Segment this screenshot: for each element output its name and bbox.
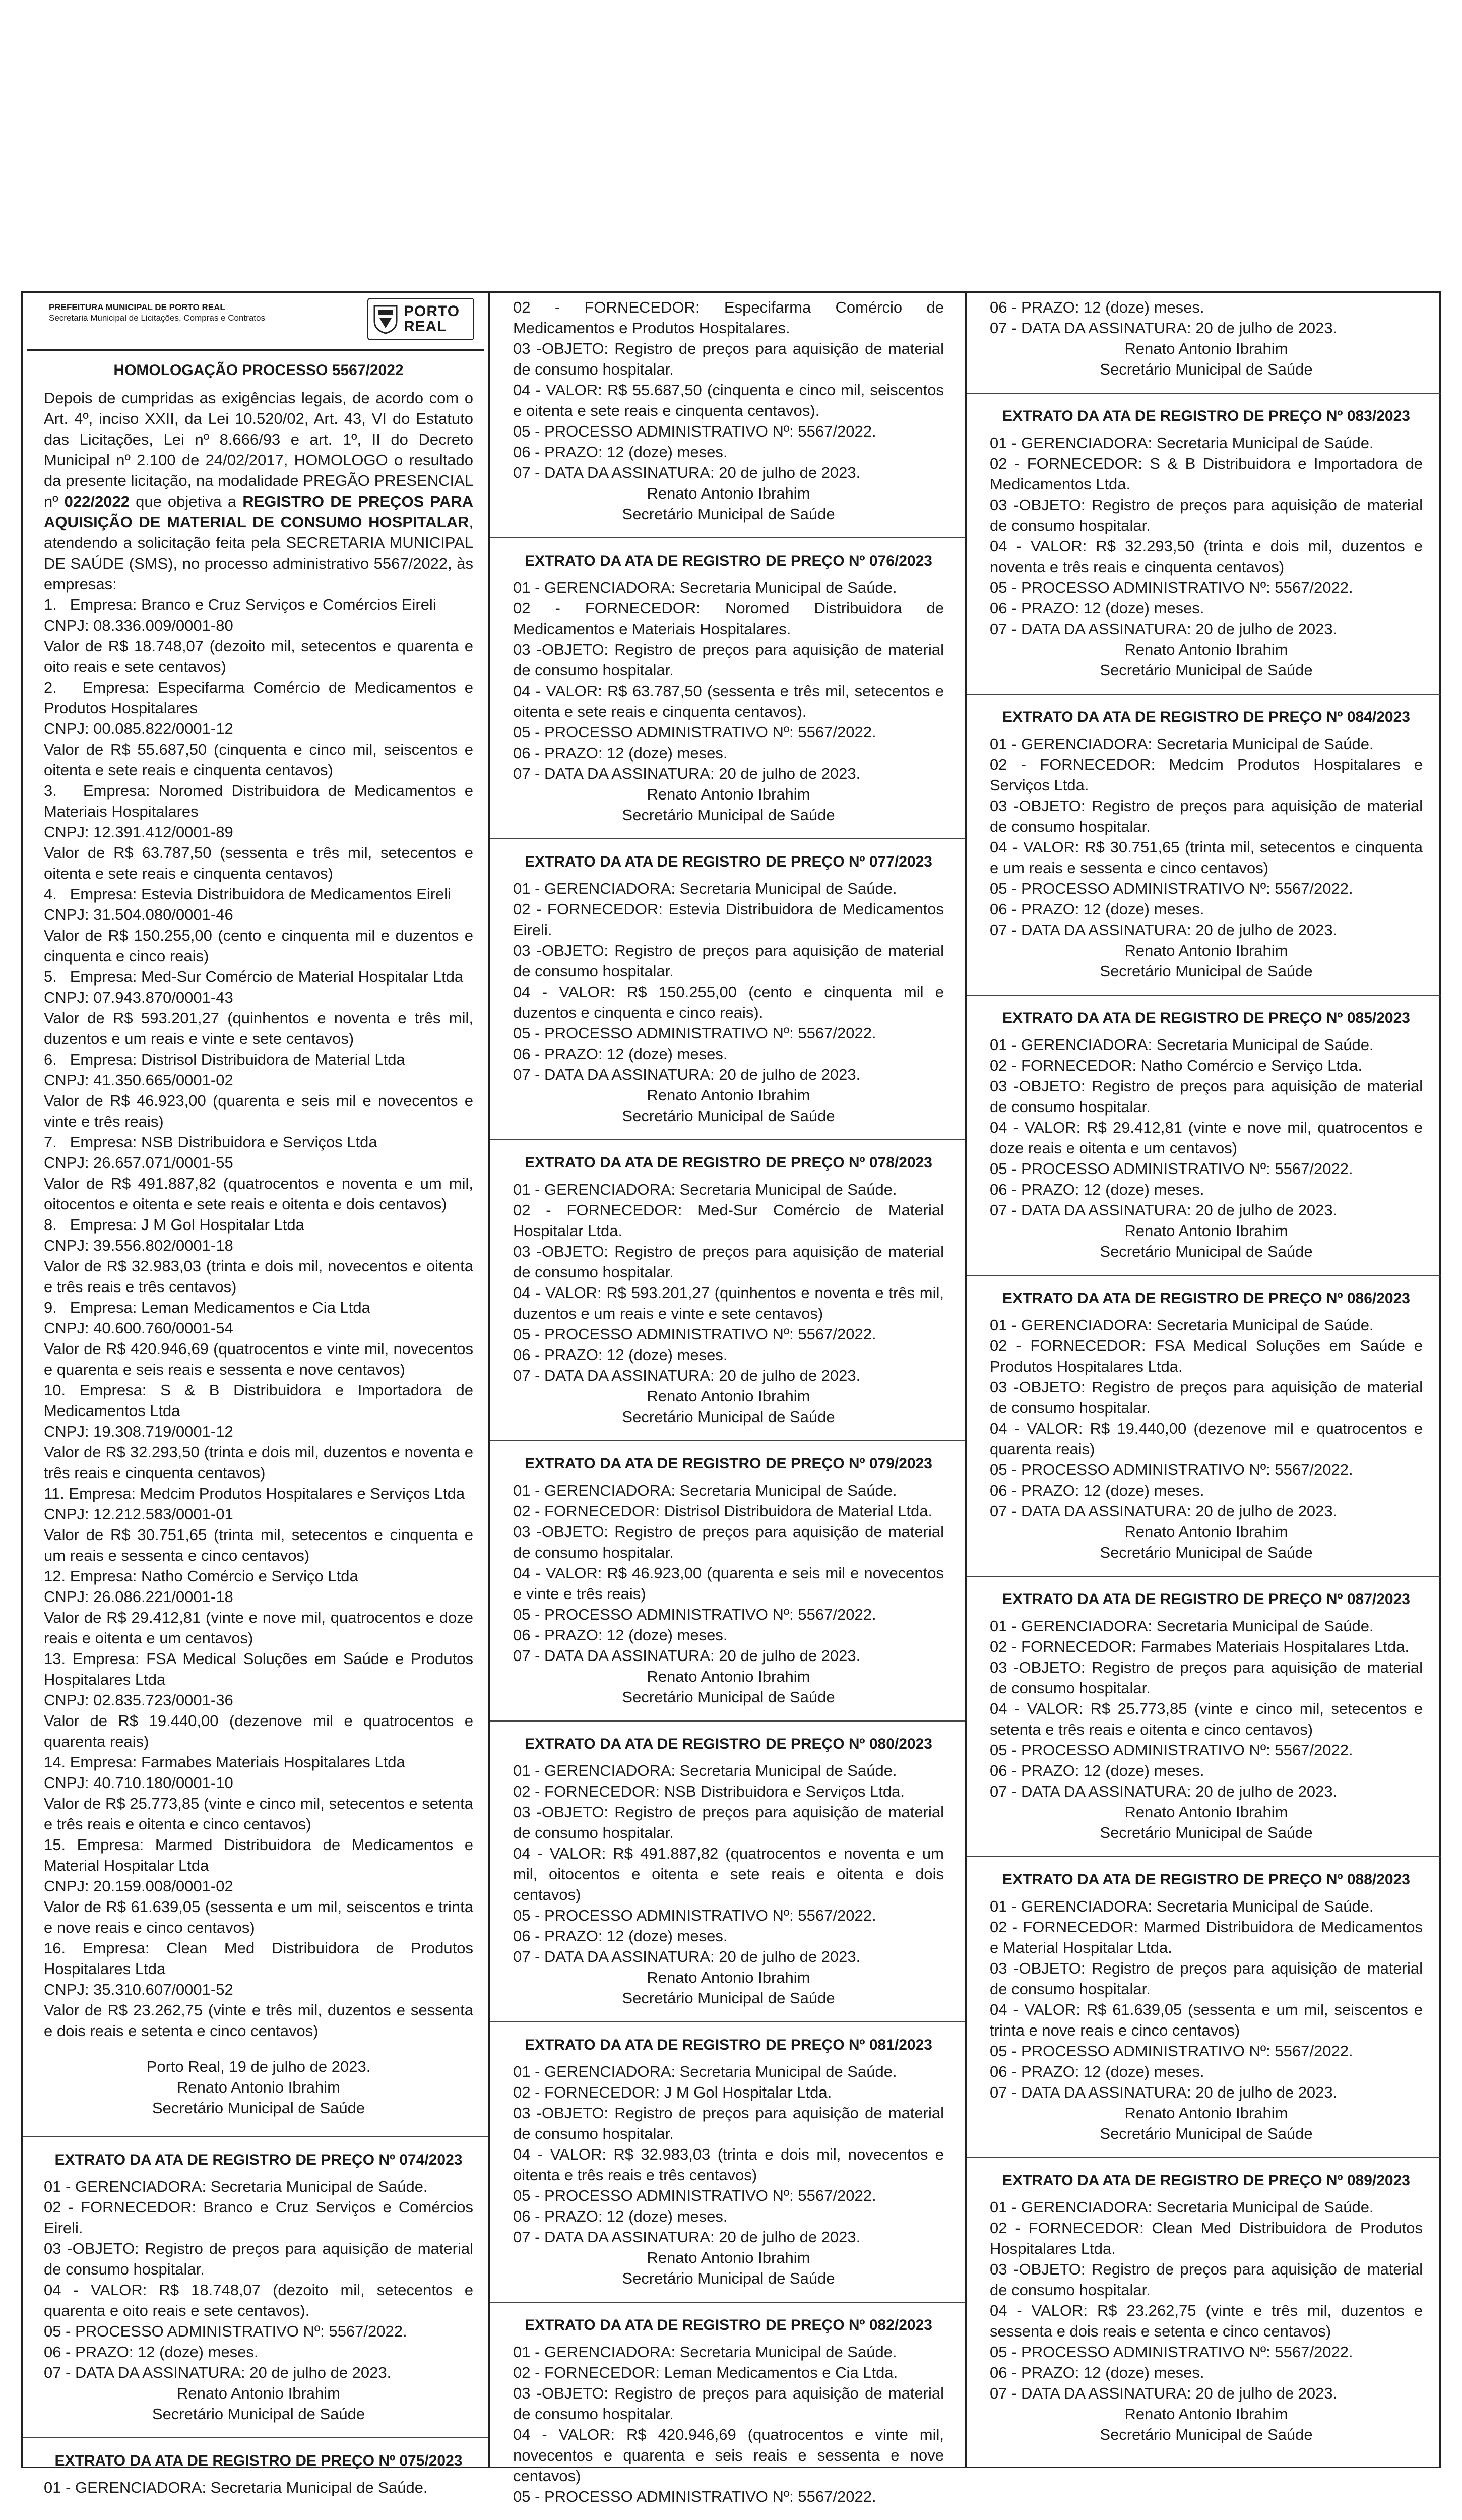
company-entry (44, 1938, 473, 2041)
ata-item: 07 - DATA DA ASSINATURA: 20 de julho de 2023. (990, 921, 1338, 939)
company-entry (44, 1297, 473, 1380)
company-value: Valor de R$ 55.687,50 (cinquenta e cinco mil, seiscentos e oitenta e sete reais e cinquenta centavos) (44, 741, 473, 779)
ata-extract (967, 995, 1441, 1275)
ata-signer: Renato Antonio Ibrahim (647, 1086, 810, 1104)
ata-item: 04 - VALOR: R$ 420.946,69 (quatrocentos e vinte mil, novecentos e quarenta e seis reais e sessenta e nove centavos) (513, 2426, 944, 2485)
ata-role: Secretário Municipal de Saúde (622, 806, 835, 824)
company-value: Valor de R$ 19.440,00 (dezenove mil e quatrocentos e quarenta reais) (44, 1712, 473, 1750)
company-cnpj: CNPJ: 12.212.583/0001-01 (44, 1505, 233, 1523)
ata-item: 07 - DATA DA ASSINATURA: 20 de julho de 2023. (990, 2384, 1338, 2402)
ata-item: 04 - VALOR: R$ 63.787,50 (sessenta e três mil, setecentos e oitenta e sete reais e cinquenta centavos). (513, 682, 944, 720)
ata-role: Secretário Municipal de Saúde (152, 2405, 365, 2423)
ata-item: 06 - PRAZO: 12 (doze) meses. (513, 1045, 728, 1063)
company-cnpj: CNPJ: 31.504.080/0001-46 (44, 906, 233, 924)
ata-title: EXTRATO DA ATA DE REGISTRO DE PREÇO Nº 082/2023 (525, 2317, 932, 2333)
ata-item: 03 -OBJETO: Registro de preços para aquisição de material de consumo hospitalar. (990, 1658, 1423, 1697)
ata-item: 01 - GERENCIADORA: Secretaria Municipal de Saúde. (513, 1762, 897, 1779)
ata-signer: Renato Antonio Ibrahim (647, 1387, 810, 1405)
ata-item: 06 - PRAZO: 12 (doze) meses. (44, 2343, 259, 2361)
company-value: Valor de R$ 25.773,85 (vinte e cinco mil, setecentos e setenta e três reais e oitenta e cinco centavos) (44, 1795, 473, 1833)
company-value: Valor de R$ 420.946,69 (quatrocentos e vinte mil, novecentos e quarenta e seis reais e sessenta e nove centavos) (44, 1340, 473, 1378)
ata-item: 01 - GERENCIADORA: Secretaria Municipal de Saúde. (990, 1316, 1374, 1334)
company-entry (44, 1380, 473, 1483)
ata-extract (967, 694, 1441, 995)
ata-role: Secretário Municipal de Saúde (1100, 1824, 1313, 1841)
ata-item: 02 - FORNECEDOR: Farmabes Materiais Hospitalares Ltda. (990, 1638, 1410, 1655)
company-name: 8. Empresa: J M Gol Hospitalar Ltda (44, 1216, 304, 1234)
ata-item: 02 - FORNECEDOR: Distrisol Distribuidora de Material Ltda. (513, 1502, 933, 1520)
ata-item: 02 - FORNECEDOR: Marmed Distribuidora de Medicamentos e Material Hospitalar Ltda. (990, 1918, 1423, 1956)
ata-signer: Renato Antonio Ibrahim (1124, 2405, 1288, 2423)
company-value: Valor de R$ 23.262,75 (vinte e três mil, duzentos e sessenta e dois reais e setenta e cinco centavos) (44, 2001, 473, 2040)
ata-item: 02 - FORNECEDOR: Natho Comércio e Serviço Ltda. (990, 1057, 1363, 1074)
ata-item: 02 - FORNECEDOR: Medcim Produtos Hospitalares e Serviços Ltda. (990, 756, 1423, 794)
company-name: 10. Empresa: S & B Distribuidora e Importadora de Medicamentos Ltda (44, 1381, 473, 1420)
ata-title: EXTRATO DA ATA DE REGISTRO DE PREÇO Nº 089/2023 (1002, 2172, 1410, 2189)
ata-title: EXTRATO DA ATA DE REGISTRO DE PREÇO Nº 085/2023 (1002, 1010, 1410, 1026)
column-3 (967, 293, 1441, 2467)
company-cnpj: CNPJ: 39.556.802/0001-18 (44, 1237, 233, 1254)
company-cnpj: CNPJ: 40.600.760/0001-54 (44, 1319, 233, 1337)
company-value: Valor de R$ 18.748,07 (dezoito mil, setecentos e quarenta e oito reais e sete centavos) (44, 637, 473, 675)
company-value: Valor de R$ 150.255,00 (cento e cinquenta mil e duzentos e cinquenta e cinco reais) (44, 927, 473, 965)
ata-title: EXTRATO DA ATA DE REGISTRO DE PREÇO Nº 080/2023 (525, 1736, 932, 1752)
ata-item: 03 -OBJETO: Registro de preços para aquisição de material de consumo hospitalar. (513, 1523, 944, 1561)
ata-item: 05 - PROCESSO ADMINISTRATIVO Nº: 5567/2022. (990, 1741, 1353, 1759)
company-cnpj: CNPJ: 02.835.723/0001-36 (44, 1691, 233, 1709)
company-cnpj: CNPJ: 41.350.665/0001-02 (44, 1071, 233, 1089)
company-entry (44, 884, 473, 966)
ata-role: Secretário Municipal de Saúde (622, 1107, 835, 1125)
ata-title: EXTRATO DA ATA DE REGISTRO DE PREÇO Nº 083/2023 (1002, 408, 1410, 424)
homologacao-role: Secretário Municipal de Saúde (152, 2099, 365, 2117)
ata-item: 06 - PRAZO: 12 (doze) meses. (990, 1482, 1204, 1499)
ata-role: Secretário Municipal de Saúde (1100, 2125, 1313, 2142)
company-name: 12. Empresa: Natho Comércio e Serviço Ltda (44, 1567, 358, 1585)
ata-item: 05 - PROCESSO ADMINISTRATIVO Nº: 5567/2022. (513, 422, 876, 440)
ata-item: 01 - GERENCIADORA: Secretaria Municipal de Saúde. (513, 880, 897, 897)
ata-item: 04 - VALOR: R$ 30.751,65 (trinta mil, setecentos e cinquenta e um reais e sessenta e cinco centavos) (990, 838, 1423, 877)
logo-text: PORTO REAL (404, 303, 460, 335)
ata-item: 02 - FORNECEDOR: Estevia Distribuidora de Medicamentos Eireli. (513, 900, 944, 939)
ata-signer: Renato Antonio Ibrahim (647, 2249, 810, 2266)
ata-role: Secretário Municipal de Saúde (622, 1989, 835, 2007)
ata-item: 03 -OBJETO: Registro de preços para aquisição de material de consumo hospitalar. (513, 340, 944, 378)
ata-title: EXTRATO DA ATA DE REGISTRO DE PREÇO Nº 077/2023 (525, 853, 932, 870)
ata-role: Secretário Municipal de Saúde (1100, 360, 1313, 378)
homologacao-intro: Depois de cumpridas as exigências legais, de acordo com o Art. 4º, inciso XXII, da Lei 10.520/02, Art. 43, VI do Estatuto das Licitações, Lei nº 8.666/93 e art. 1º, II do Decreto Municipal nº 2.100 de 24/02/2017, HOMOLOGO o resultado da presente licitação, na modalidade PREGÃO PRESENCIAL nº 022/2022 que objetiva a REGISTRO DE PREÇOS PARA AQUISIÇÃO DE MATERIAL DE CONSUMO HOSPITALAR, atendendo a solicitação feita pela SECRETARIA MUNICIPAL DE SAÚDE (SMS), no processo administrativo 5567/2022, às empresas: (44, 389, 473, 593)
ata-signer: Renato Antonio Ibrahim (647, 1668, 810, 1685)
gazette-page (21, 291, 1441, 2505)
ata-signer: Renato Antonio Ibrahim (177, 2384, 340, 2402)
ata-item: 01 - GERENCIADORA: Secretaria Municipal de Saúde. (513, 2063, 897, 2080)
company-name: 11. Empresa: Medcim Produtos Hospitalares e Serviços Ltda (44, 1485, 465, 1502)
ata-item: 07 - DATA DA ASSINATURA: 20 de julho de 2023. (990, 1502, 1338, 1520)
ata-item: 03 -OBJETO: Registro de preços para aquisição de material de consumo hospitalar. (513, 2384, 944, 2423)
ata-title: EXTRATO DA ATA DE REGISTRO DE PREÇO Nº 081/2023 (525, 2037, 932, 2053)
ata-title: EXTRATO DA ATA DE REGISTRO DE PREÇO Nº 078/2023 (525, 1154, 932, 1171)
ata-item: 02 - FORNECEDOR: FSA Medical Soluções em Saúde e Produtos Hospitalares Ltda. (990, 1337, 1423, 1375)
homologacao-section (23, 351, 488, 2118)
ata-extract (23, 2136, 488, 2437)
company-cnpj: CNPJ: 35.310.607/0001-52 (44, 1981, 233, 1998)
ata-role: Secretário Municipal de Saúde (1100, 661, 1313, 679)
company-cnpj: CNPJ: 20.159.008/0001-02 (44, 1877, 233, 1895)
ata-item: 03 -OBJETO: Registro de preços para aquisição de material de consumo hospitalar. (513, 641, 944, 679)
ata-extract (967, 1576, 1441, 1856)
ata-item: 04 - VALOR: R$ 29.412,81 (vinte e nove mil, quatrocentos e doze reais e oitenta e um centavos) (990, 1119, 1423, 1157)
ata-item: 05 - PROCESSO ADMINISTRATIVO Nº: 5567/2022. (513, 2488, 876, 2505)
ata-item: 03 -OBJETO: Registro de preços para aquisição de material de consumo hospitalar. (990, 797, 1423, 835)
column-1-atas (23, 2136, 488, 2511)
ata-extract (490, 838, 965, 1139)
ata-item: 05 - PROCESSO ADMINISTRATIVO Nº: 5567/2022. (513, 723, 876, 741)
ata-item: 02 - FORNECEDOR: Clean Med Distribuidora de Produtos Hospitalares Ltda. (990, 2219, 1423, 2257)
ata-title: EXTRATO DA ATA DE REGISTRO DE PREÇO Nº 075/2023 (54, 2452, 463, 2469)
ata-continuation (967, 293, 1441, 393)
column-2 (490, 293, 967, 2505)
ata-item: 01 - GERENCIADORA: Secretaria Municipal de Saúde. (513, 1181, 897, 1198)
gazette-header (27, 293, 484, 351)
ata-title: EXTRATO DA ATA DE REGISTRO DE PREÇO Nº 084/2023 (1002, 709, 1410, 725)
company-name: 15. Empresa: Marmed Distribuidora de Medicamentos e Material Hospitalar Ltda (44, 1836, 473, 1874)
company-value: Valor de R$ 593.201,27 (quinhentos e noventa e três mil, duzentos e um reais e vinte e sete centavos) (44, 1009, 473, 1048)
company-entry (44, 966, 473, 1049)
ata-extract (490, 1440, 965, 1720)
ata-extract (967, 393, 1441, 694)
ata-item: 04 - VALOR: R$ 19.440,00 (dezenove mil e quatrocentos e quarenta reais) (990, 1420, 1423, 1458)
porto-real-logo (367, 298, 474, 340)
ata-item: 07 - DATA DA ASSINATURA: 20 de julho de 2023. (513, 1066, 861, 1083)
company-value: Valor de R$ 32.983,03 (trinta e dois mil, novecentos e oitenta e três reais e três centavos) (44, 1257, 473, 1296)
ata-extract (490, 537, 965, 838)
ata-item: 02 - FORNECEDOR: Leman Medicamentos e Cia Ltda. (513, 2364, 898, 2381)
company-entry (44, 1834, 473, 1938)
coat-of-arms-icon (372, 304, 399, 334)
homologacao-date: Porto Real, 19 de julho de 2023. (146, 2058, 371, 2075)
ata-item: 06 - PRAZO: 12 (doze) meses. (990, 2364, 1204, 2381)
ata-item: 03 -OBJETO: Registro de preços para aquisição de material de consumo hospitalar. (513, 2104, 944, 2142)
company-value: Valor de R$ 61.639,05 (sessenta e um mil, seiscentos e trinta e nove reais e cinco centavos) (44, 1898, 473, 1936)
ata-item: 06 - PRAZO: 12 (doze) meses. (513, 1927, 728, 1945)
company-value: Valor de R$ 30.751,65 (trinta mil, setecentos e cinquenta e um reais e sessenta e cinco centavos) (44, 1526, 473, 1564)
company-entry (44, 1049, 473, 1132)
ata-item: 02 - FORNECEDOR: Branco e Cruz Serviços e Comércios Eireli. (44, 2198, 473, 2237)
ata-item: 02 - FORNECEDOR: Med-Sur Comércio de Material Hospitalar Ltda. (513, 1201, 944, 1240)
company-value: Valor de R$ 46.923,00 (quarenta e seis mil e novecentos e vinte e três reais) (44, 1092, 473, 1130)
ata-item: 05 - PROCESSO ADMINISTRATIVO Nº: 5567/2022. (990, 579, 1353, 596)
ata-item: 07 - DATA DA ASSINATURA: 20 de julho de 2023. (990, 319, 1338, 337)
ata-item: 06 - PRAZO: 12 (doze) meses. (513, 1346, 728, 1364)
ata-item: 02 - FORNECEDOR: J M Gol Hospitalar Ltda. (513, 2083, 832, 2101)
ata-item: 06 - PRAZO: 12 (doze) meses. (513, 1626, 728, 1644)
ata-signer: Renato Antonio Ibrahim (1124, 1803, 1288, 1821)
ata-item: 06 - PRAZO: 12 (doze) meses. (513, 2207, 728, 2225)
ata-signer: Renato Antonio Ibrahim (1124, 2104, 1288, 2122)
ata-item: 05 - PROCESSO ADMINISTRATIVO Nº: 5567/2022. (990, 1461, 1353, 1479)
company-entry (44, 1483, 473, 1566)
company-name: 16. Empresa: Clean Med Distribuidora de Produtos Hospitalares Ltda (44, 1939, 473, 1978)
ata-item: 03 -OBJETO: Registro de preços para aquisição de material de consumo hospitalar. (513, 942, 944, 980)
ata-item: 05 - PROCESSO ADMINISTRATIVO Nº: 5567/2022. (513, 1606, 876, 1623)
ata-title: EXTRATO DA ATA DE REGISTRO DE PREÇO Nº 079/2023 (525, 1455, 932, 1472)
ata-role: Secretário Municipal de Saúde (622, 1688, 835, 1706)
ata-item: 03 -OBJETO: Registro de preços para aquisição de material de consumo hospitalar. (990, 1378, 1423, 1417)
ata-item: 07 - DATA DA ASSINATURA: 20 de julho de 2023. (513, 1647, 861, 1665)
company-cnpj: CNPJ: 19.308.719/0001-12 (44, 1423, 233, 1440)
ata-item: 02 - FORNECEDOR: Especifarma Comércio de Medicamentos e Produtos Hospitalares. (513, 298, 944, 337)
ata-item: 03 -OBJETO: Registro de preços para aquisição de material de consumo hospitalar. (990, 1077, 1423, 1116)
ata-item: 05 - PROCESSO ADMINISTRATIVO Nº: 5567/2022. (513, 2187, 876, 2204)
company-cnpj: CNPJ: 26.086.221/0001-18 (44, 1588, 233, 1606)
company-entry (44, 677, 473, 780)
company-entry (44, 1132, 473, 1214)
company-cnpj: CNPJ: 40.710.180/0001-10 (44, 1774, 233, 1792)
company-cnpj: CNPJ: 12.391.412/0001-89 (44, 823, 233, 841)
ata-item: 07 - DATA DA ASSINATURA: 20 de julho de 2023. (513, 1367, 861, 1384)
ata-extract (490, 2021, 965, 2302)
ata-item: 02 - FORNECEDOR: NSB Distribuidora e Serviços Ltda. (513, 1783, 905, 1800)
company-cnpj: CNPJ: 08.336.009/0001-80 (44, 617, 233, 634)
ata-title: EXTRATO DA ATA DE REGISTRO DE PREÇO Nº 087/2023 (1002, 1591, 1410, 1608)
ata-item: 01 - GERENCIADORA: Secretaria Municipal de Saúde. (990, 735, 1374, 753)
company-entry (44, 1752, 473, 1834)
ata-item: 07 - DATA DA ASSINATURA: 20 de julho de 2023. (513, 2228, 861, 2246)
ata-item: 06 - PRAZO: 12 (doze) meses. (990, 1181, 1204, 1198)
ata-item: 04 - VALOR: R$ 18.748,07 (dezoito mil, setecentos e quarenta e oito reais e sete centavos). (44, 2281, 473, 2319)
ata-item: 07 - DATA DA ASSINATURA: 20 de julho de 2023. (990, 2083, 1338, 2101)
ata-role: Secretário Municipal de Saúde (1100, 962, 1313, 980)
ata-signer: Renato Antonio Ibrahim (1124, 340, 1288, 357)
ata-signer: Renato Antonio Ibrahim (1124, 641, 1288, 658)
ata-item: 01 - GERENCIADORA: Secretaria Municipal de Saúde. (513, 579, 897, 596)
ata-item: 07 - DATA DA ASSINATURA: 20 de julho de 2023. (990, 620, 1338, 638)
ata-item: 01 - GERENCIADORA: Secretaria Municipal de Saúde. (990, 1617, 1374, 1635)
ata-item: 06 - PRAZO: 12 (doze) meses. (990, 2063, 1204, 2080)
ata-continuation (490, 293, 965, 537)
homologacao-signer: Renato Antonio Ibrahim (177, 2078, 340, 2096)
ata-item: 03 -OBJETO: Registro de preços para aquisição de material de consumo hospitalar. (44, 2240, 473, 2278)
ata-item: 07 - DATA DA ASSINATURA: 20 de julho de 2023. (513, 464, 861, 481)
ata-role: Secretário Municipal de Saúde (1100, 2426, 1313, 2443)
ata-signer: Renato Antonio Ibrahim (1124, 942, 1288, 959)
ata-item: 04 - VALOR: R$ 491.887,82 (quatrocentos e noventa e um mil, oitocentos e oitenta e sete reais e oitenta e dois centavos) (513, 1845, 944, 1903)
ata-item: 05 - PROCESSO ADMINISTRATIVO Nº: 5567/2022. (990, 880, 1353, 897)
ata-signer: Renato Antonio Ibrahim (1124, 1523, 1288, 1541)
ata-item: 04 - VALOR: R$ 32.293,50 (trinta e dois mil, duzentos e noventa e três reais e cinquenta centavos) (990, 537, 1423, 576)
ata-extract (967, 2157, 1441, 2458)
ata-title: EXTRATO DA ATA DE REGISTRO DE PREÇO Nº 088/2023 (1002, 1871, 1410, 1888)
ata-role: Secretário Municipal de Saúde (1100, 1544, 1313, 1561)
ata-item: 07 - DATA DA ASSINATURA: 20 de julho de 2023. (990, 1201, 1338, 1219)
ata-item: 05 - PROCESSO ADMINISTRATIVO Nº: 5567/2022. (513, 1325, 876, 1343)
ata-item: 04 - VALOR: R$ 55.687,50 (cinquenta e cinco mil, seiscentos e oitenta e sete reais e cinquenta centavos). (513, 381, 944, 419)
company-name: 7. Empresa: NSB Distribuidora e Serviços Ltda (44, 1133, 377, 1151)
ata-item: 06 - PRAZO: 12 (doze) meses. (990, 599, 1204, 617)
ata-item: 01 - GERENCIADORA: Secretaria Municipal de Saúde. (990, 2198, 1374, 2216)
ata-signer: Renato Antonio Ibrahim (647, 1969, 810, 1986)
company-cnpj: CNPJ: 00.085.822/0001-12 (44, 720, 233, 737)
column-1 (23, 293, 490, 2496)
ata-item: 01 - GERENCIADORA: Secretaria Municipal de Saúde. (990, 434, 1374, 452)
ata-item: 03 -OBJETO: Registro de preços para aquisição de material de consumo hospitalar. (990, 496, 1423, 534)
ata-item: 01 - GERENCIADORA: Secretaria Municipal de Saúde. (990, 1036, 1374, 1054)
company-entry (44, 1648, 473, 1752)
company-name: 6. Empresa: Distrisol Distribuidora de Material Ltda (44, 1051, 405, 1068)
ata-item: 06 - PRAZO: 12 (doze) meses. (990, 298, 1204, 316)
ata-title: EXTRATO DA ATA DE REGISTRO DE PREÇO Nº 076/2023 (525, 552, 932, 569)
ata-item: 07 - DATA DA ASSINATURA: 20 de julho de 2023. (513, 1948, 861, 1965)
ata-item: 04 - VALOR: R$ 593.201,27 (quinhentos e noventa e três mil, duzentos e um reais e vinte e sete centavos) (513, 1284, 944, 1322)
company-value: Valor de R$ 491.887,82 (quatrocentos e noventa e um mil, oitocentos e oitenta e sete reais e oitenta e dois centavos) (44, 1175, 473, 1213)
company-entry (44, 1566, 473, 1648)
ata-item: 07 - DATA DA ASSINATURA: 20 de julho de 2023. (990, 1783, 1338, 1800)
ata-item: 01 - GERENCIADORA: Secretaria Municipal de Saúde. (44, 2178, 428, 2195)
ata-extract (490, 1720, 965, 2021)
dept-name: Secretaria Municipal de Licitações, Compras e Contratos (49, 313, 265, 323)
ata-item: 06 - PRAZO: 12 (doze) meses. (513, 443, 728, 461)
ata-item: 05 - PROCESSO ADMINISTRATIVO Nº: 5567/2022. (990, 2343, 1353, 2361)
ata-item: 06 - PRAZO: 12 (doze) meses. (990, 900, 1204, 918)
header-text (49, 302, 265, 323)
company-name: 9. Empresa: Leman Medicamentos e Cia Ltda (44, 1299, 370, 1316)
ata-extract (490, 2302, 965, 2520)
ata-item: 06 - PRAZO: 12 (doze) meses. (990, 1762, 1204, 1779)
ata-item: 04 - VALOR: R$ 32.983,03 (trinta e dois mil, novecentos e oitenta e três reais e três centavos) (513, 2145, 944, 2184)
company-name: 2. Empresa: Especifarma Comércio de Medicamentos e Produtos Hospitalares (44, 679, 473, 717)
ata-item: 04 - VALOR: R$ 150.255,00 (cento e cinquenta mil e duzentos e cinquenta e cinco reais). (513, 983, 944, 1021)
ata-signer: Renato Antonio Ibrahim (647, 484, 810, 502)
ata-item: 01 - GERENCIADORA: Secretaria Municipal de Saúde. (990, 1897, 1374, 1915)
company-list (44, 594, 473, 2041)
company-entry (44, 594, 473, 677)
company-name: 13. Empresa: FSA Medical Soluções em Saúde e Produtos Hospitalares Ltda (44, 1650, 473, 1688)
company-cnpj: CNPJ: 07.943.870/0001-43 (44, 989, 233, 1006)
ata-role: Secretário Municipal de Saúde (1100, 1243, 1313, 1260)
ata-role: Secretário Municipal de Saúde (622, 505, 835, 523)
ata-item: 03 -OBJETO: Registro de preços para aquisição de material de consumo hospitalar. (513, 1243, 944, 1281)
ata-signer: Renato Antonio Ibrahim (647, 785, 810, 803)
ata-role: Secretário Municipal de Saúde (622, 2269, 835, 2287)
ata-item: 03 -OBJETO: Registro de preços para aquisição de material de consumo hospitalar. (990, 1959, 1423, 1998)
ata-item: 07 - DATA DA ASSINATURA: 20 de julho de 2023. (44, 2364, 392, 2381)
company-name: 3. Empresa: Noromed Distribuidora de Medicamentos e Materiais Hospitalares (44, 782, 473, 820)
ata-item: 03 -OBJETO: Registro de preços para aquisição de material de consumo hospitalar. (990, 2260, 1423, 2299)
ata-extract (967, 1275, 1441, 1576)
ata-item: 01 - GERENCIADORA: Secretaria Municipal de Saúde. (513, 2343, 897, 2361)
ata-signer: Renato Antonio Ibrahim (1124, 1222, 1288, 1240)
ata-item: 04 - VALOR: R$ 25.773,85 (vinte e cinco mil, setecentos e setenta e três reais e oitenta e cinco centavos) (990, 1700, 1423, 1738)
company-name: 4. Empresa: Estevia Distribuidora de Medicamentos Eireli (44, 885, 452, 903)
company-value: Valor de R$ 32.293,50 (trinta e dois mil, duzentos e noventa e três reais e cinquenta centavos) (44, 1443, 473, 1482)
company-value: Valor de R$ 29.412,81 (vinte e nove mil, quatrocentos e doze reais e oitenta e um centavos) (44, 1609, 473, 1647)
ata-extract (967, 1856, 1441, 2157)
homologacao-title: HOMOLOGAÇÃO PROCESSO 5567/2022 (113, 362, 404, 379)
ata-item: 05 - PROCESSO ADMINISTRATIVO Nº: 5567/2022. (513, 1907, 876, 1924)
ata-extract (23, 2437, 488, 2511)
ata-item: 05 - PROCESSO ADMINISTRATIVO Nº: 5567/2022. (990, 2042, 1353, 2060)
company-name: 5. Empresa: Med-Sur Comércio de Material Hospitalar Ltda (44, 968, 464, 986)
ata-item: 04 - VALOR: R$ 46.923,00 (quarenta e seis mil e novecentos e vinte e três reais) (513, 1564, 944, 1603)
ata-item: 04 - VALOR: R$ 23.262,75 (vinte e três mil, duzentos e sessenta e dois reais e setenta e cinco centavos) (990, 2302, 1423, 2340)
ata-item: 01 - GERENCIADORA: Secretaria Municipal de Saúde. (44, 2479, 428, 2496)
ata-item: 06 - PRAZO: 12 (doze) meses. (513, 744, 728, 762)
ata-title: EXTRATO DA ATA DE REGISTRO DE PREÇO Nº 074/2023 (54, 2152, 463, 2168)
ata-extract (490, 1139, 965, 1440)
ata-item: 01 - GERENCIADORA: Secretaria Municipal de Saúde. (513, 1482, 897, 1499)
ata-role: Secretário Municipal de Saúde (622, 1408, 835, 1426)
ata-item: 05 - PROCESSO ADMINISTRATIVO Nº: 5567/2022. (44, 2322, 407, 2340)
ata-item: 04 - VALOR: R$ 61.639,05 (sessenta e um mil, seiscentos e trinta e nove reais e cinco centavos) (990, 2001, 1423, 2039)
company-name: 1. Empresa: Branco e Cruz Serviços e Comércios Eireli (44, 596, 436, 613)
ata-item: 03 -OBJETO: Registro de preços para aquisição de material de consumo hospitalar. (513, 1803, 944, 1841)
ata-item: 05 - PROCESSO ADMINISTRATIVO Nº: 5567/2022. (990, 1160, 1353, 1178)
ata-title: EXTRATO DA ATA DE REGISTRO DE PREÇO Nº 086/2023 (1002, 1290, 1410, 1307)
company-entry (44, 1214, 473, 1297)
ata-item: 05 - PROCESSO ADMINISTRATIVO Nº: 5567/2022. (513, 1024, 876, 1042)
ata-item: 02 - FORNECEDOR: Noromed Distribuidora de Medicamentos e Materiais Hospitalares. (513, 599, 944, 638)
org-name: PREFEITURA MUNICIPAL DE PORTO REAL (49, 302, 225, 312)
ata-item: 07 - DATA DA ASSINATURA: 20 de julho de 2023. (513, 765, 861, 782)
company-entry (44, 780, 473, 884)
ata-item: 02 - FORNECEDOR: S & B Distribuidora e Importadora de Medicamentos Ltda. (990, 455, 1423, 493)
company-name: 14. Empresa: Farmabes Materiais Hospitalares Ltda (44, 1753, 405, 1771)
company-value: Valor de R$ 63.787,50 (sessenta e três mil, setecentos e oitenta e sete reais e cinquenta centavos) (44, 844, 473, 882)
company-cnpj: CNPJ: 26.657.071/0001-55 (44, 1154, 233, 1172)
